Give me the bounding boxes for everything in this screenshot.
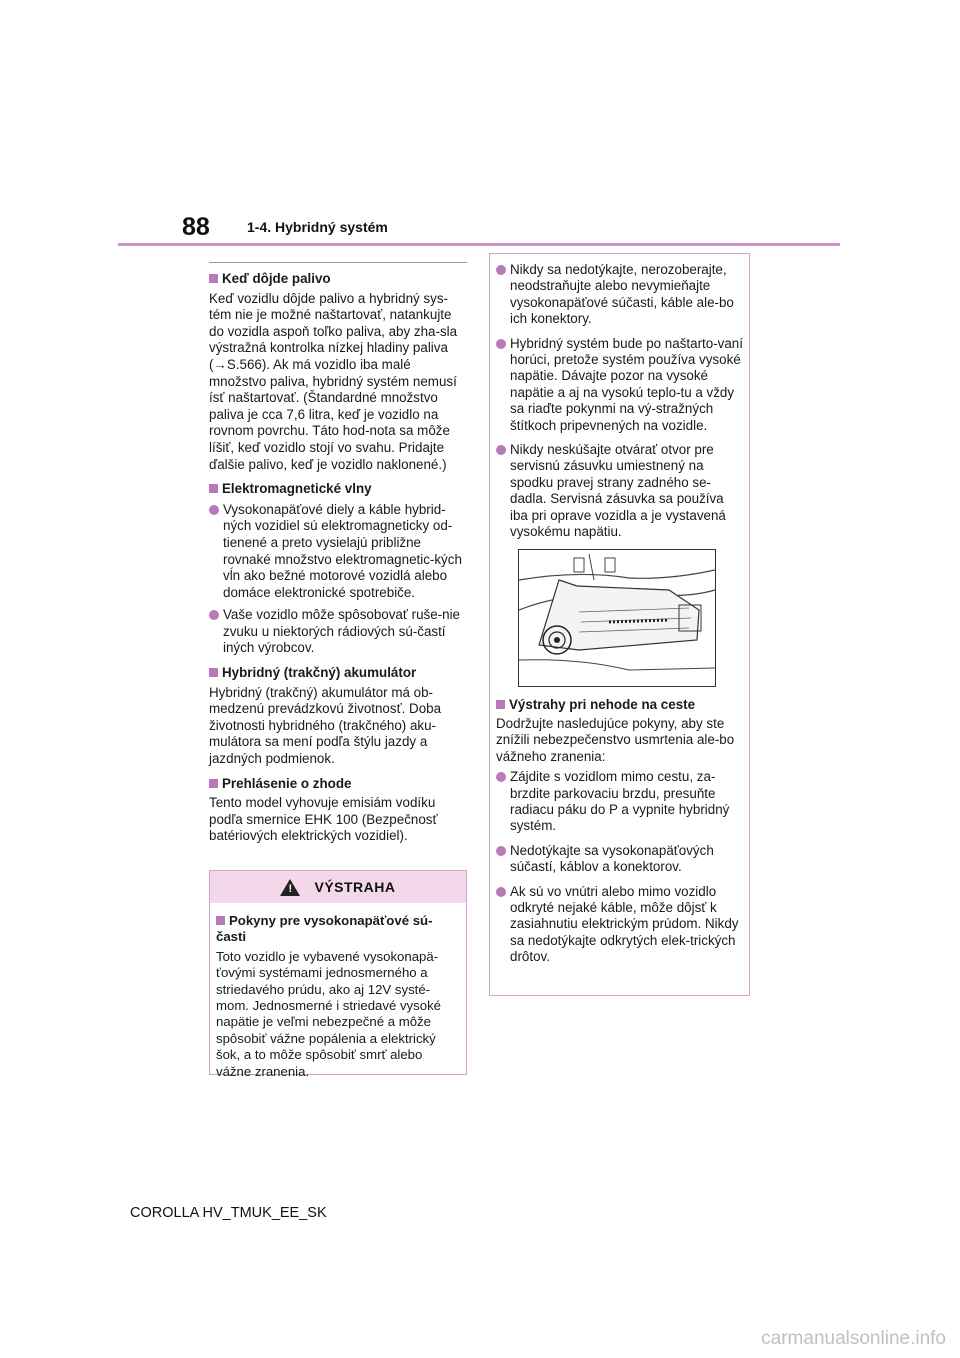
- warning-box-continued: [489, 253, 750, 996]
- round-bullet-icon: [496, 445, 506, 455]
- square-bullet-icon: [209, 274, 218, 283]
- list-item: Vysokonapäťové diely a káble hybrid-ných vozidiel sú elektromagneticky od-tienené a preto vysielajú približne rovnaké množstvo elektromagnetic-kých vĺn ako bežné motorové vozidlá alebo domáce elektronické spotrebiče.: [209, 502, 469, 602]
- fuel-text: Keď vozidlu dôjde palivo a hybridný sys-tém nie je možné naštartovať, natankujte do vozidla aspoň toľko paliva, aby zha-sla výstražná kontrolka nízkej hladiny paliva (→S.566). Ak má vozidlo iba malé množstvo paliva, hybridný systém nemusí ísť naštartovať. (Štandardné množstvo paliva je cca 7,6 litra, keď je vozidlo na rovnom povrchu. Táto hod-nota sa môže líšiť, keď vozidlo stojí vo svahu. Pridajte ďalšie palivo, keď je vozidlo naklonené.): [209, 290, 458, 472]
- service-plug-drawing: [519, 550, 715, 686]
- warning-box: [209, 870, 467, 1079]
- warning-text: Toto vozidlo je vybavené vysokonapä-ťovými systémami jednosmerného a striedavého prúdu, ako aj 12V systé-mom. Jednosmerné i striedavé vysoké napätie je veľmi nebezpečné a môže spôsobiť vážne popálenia a elektrický šok, a to môže spôsobiť smrť alebo vážne zranenia.: [216, 948, 442, 1079]
- heading-battery: Hybridný (trakčný) akumulátor: [209, 665, 469, 682]
- square-bullet-icon: [216, 916, 225, 925]
- list-item: Nikdy neskúšajte otvárať otvor pre servisnú zásuvku umiestnený na spodku pravej strany zadného se-dadla. Servisná zásuvka sa používa iba pri oprave vozidla a je vystavená vysokému napätiu.: [496, 442, 743, 540]
- round-bullet-icon: [209, 610, 219, 620]
- battery-text: Hybridný (trakčný) akumulátor má ob-medzenú prevádzkovú životnosť. Doba životnosti hybridného (trakčného) aku-mulátora sa mení podľa štýlu jazdy a jazdných podmienok.: [209, 684, 442, 767]
- warning-title: Pokyny pre vysokonapäťové sú-časti: [216, 913, 433, 945]
- page-number: 88: [182, 213, 210, 241]
- round-bullet-icon: [209, 505, 219, 515]
- heading-accident: Výstrahy pri nehode na ceste: [496, 697, 743, 713]
- round-bullet-icon: [496, 265, 506, 275]
- heading-conformity: Prehlásenie o zhode: [209, 776, 469, 793]
- round-bullet-icon: [496, 887, 506, 897]
- list-item: Nikdy sa nedotýkajte, nerozoberajte, neodstraňujte alebo nevymieňajte vysokonapäťové súčasti, káble ale-bo ich konektory.: [496, 262, 743, 328]
- footer-model: COROLLA HV_TMUK_EE_SK: [130, 1205, 327, 1221]
- round-bullet-icon: [496, 772, 506, 782]
- round-bullet-icon: [496, 339, 506, 349]
- accident-text: Dodržujte nasledujúce pokyny, aby ste znížili nebezpečenstvo usmrtenia ale-bo vážneho zranenia:: [496, 715, 735, 764]
- list-item: Ak sú vo vnútri alebo mimo vozidlo odkryté nejaké káble, môže dôjsť k zasiahnutiu elektrickým prúdom. Nikdy sa nedotýkajte odkrytých elek-trických drôtov.: [496, 884, 743, 966]
- square-bullet-icon: [496, 700, 505, 709]
- square-bullet-icon: [209, 779, 218, 788]
- list-item: Nedotýkajte sa vysokonapäťových súčastí, káblov a konektorov.: [496, 843, 743, 876]
- warning-body: [210, 903, 466, 1080]
- heading-fuel: Keď dôjde palivo: [209, 271, 469, 288]
- section-divider: [209, 262, 467, 263]
- conformity-text: Tento model vyhovuje emisiám vodíku podľa smernice EHK 100 (Bezpečnosť batériových elektrických vozidiel).: [209, 795, 438, 844]
- left-column: [209, 262, 469, 849]
- list-item: Hybridný systém bude po naštarto-vaní horúci, pretože systém používa vysoké napätie. Dávajte pozor na vysoké napätie a aj na vysokú teplo-tu a vždy sa riaďte pokynmi na vý-stražných štítkoch pripevnených na vozidle.: [496, 336, 743, 434]
- list-item: Zájdite s vozidlom mimo cestu, za-brzdite parkovaciu brzdu, presuňte radiacu páku do P a vypnite hybridný systém.: [496, 769, 743, 835]
- square-bullet-icon: [209, 668, 218, 677]
- list-item: Vaše vozidlo môže spôsobovať ruše-nie zvuku u niektorých rádiových sú-častí iných výrobcov.: [209, 607, 469, 657]
- header-rule: [118, 243, 840, 246]
- round-bullet-icon: [496, 846, 506, 856]
- square-bullet-icon: [209, 484, 218, 493]
- section-title: 1-4. Hybridný systém: [247, 219, 388, 235]
- watermark: carmanualsonline.info: [761, 1328, 946, 1349]
- service-plug-illustration: [518, 549, 716, 687]
- warning-header: ! VÝSTRAHA: [210, 871, 466, 903]
- warning-triangle-icon: !: [280, 879, 300, 896]
- heading-em-waves: Elektromagnetické vlny: [209, 481, 469, 498]
